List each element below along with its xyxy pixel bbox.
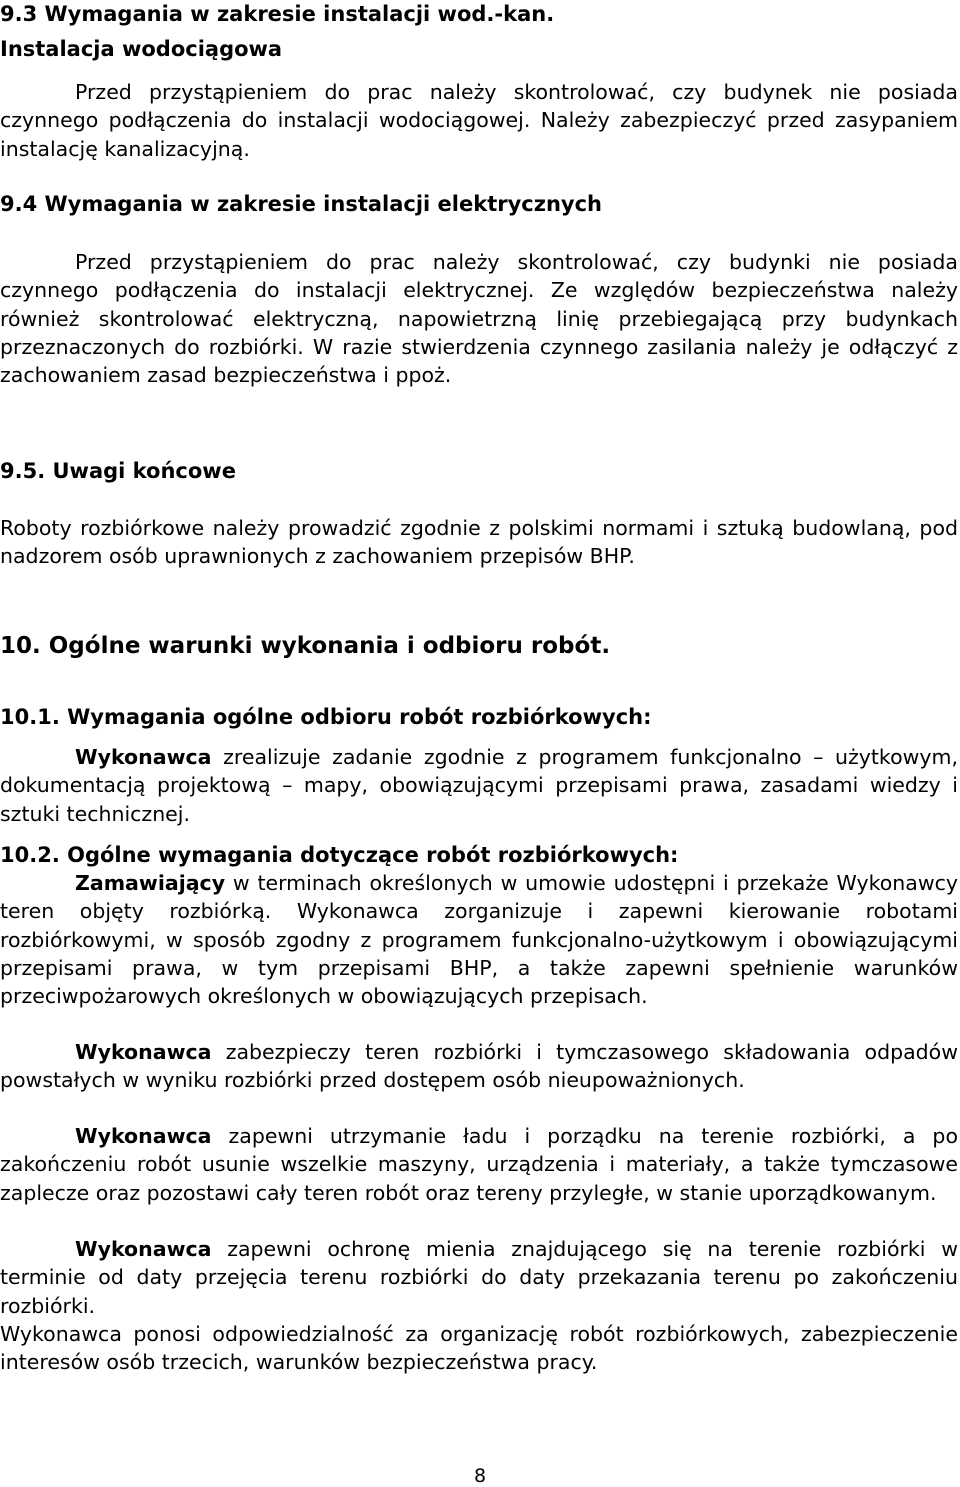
paragraph-10-2-e xyxy=(0,1320,958,1377)
paragraph-text: zabezpieczy teren rozbiórki i tymczasowego składowania odpadów powstałych w wyniku rozbiórki przed dostępem osób nieupoważnionych. xyxy=(0,1040,958,1093)
paragraph-text: Roboty rozbiórkowe należy prowadzić zgodnie z polskimi normami i sztuką budowlaną, pod nadzorem osób uprawnionych z zachowaniem przepisów BHP. xyxy=(0,516,958,569)
heading-9-4: 9.4 Wymagania w zakresie instalacji elektrycznych xyxy=(0,192,602,216)
paragraph-9-3 xyxy=(0,78,958,163)
subheading-water: Instalacja wodociągowa xyxy=(0,37,283,61)
lead-word: Wykonawca xyxy=(75,1040,212,1064)
lead-word: Wykonawca xyxy=(75,745,212,769)
lead-word: Wykonawca xyxy=(75,1237,212,1261)
paragraph-text: w terminach określonych w umowie udostępni i przekaże Wykonawcy teren objęty rozbiórką. Wykonawca zorganizuje i zapewni kierowanie robotami rozbiórkowymi, w sposób zgodny z programem funkcjonalno-użytkowym i obowiązującymi przepisami prawa, w tym przepisami BHP, a także zapewni spełnienie warunków przeciwpożarowych określonych w obowiązujących przepisach. xyxy=(0,871,958,1009)
paragraph-text: zapewni ochronę mienia znajdującego się na terenie rozbiórki w terminie od daty przejęcia terenu rozbiórki do daty przekazania terenu po zakończeniu rozbiórki. xyxy=(0,1237,958,1318)
lead-word: Wykonawca xyxy=(75,1124,212,1148)
paragraph-text: Przed przystąpieniem do prac należy skontrolować, czy budynki nie posiada czynnego podłączenia do instalacji elektrycznej. Ze względów bezpieczeństwa należy również skontrolować elektryczną, napowietrzną linię przebiegającą przy budynkach przeznaczonych do rozbiórki. W razie stwierdzenia czynnego zasilania należy je odłączyć z zachowaniem zasad bezpieczeństwa i ppoż. xyxy=(0,250,958,388)
paragraph-10-2-d xyxy=(0,1235,958,1320)
heading-10-1: 10.1. Wymagania ogólne odbioru robót rozbiórkowych: xyxy=(0,705,652,729)
paragraph-10-2-c xyxy=(0,1122,958,1207)
page-number: 8 xyxy=(473,1465,487,1487)
heading-10: 10. Ogólne warunki wykonania i odbioru robót. xyxy=(0,633,611,659)
lead-word: Zamawiający xyxy=(75,871,226,895)
paragraph-text: Przed przystąpieniem do prac należy skontrolować, czy budynek nie posiada czynnego podłączenia do instalacji wodociągowej. Należy zabezpieczyć przed zasypaniem instalację kanalizacyjną. xyxy=(0,80,958,161)
paragraph-text: Wykonawca ponosi odpowiedzialność za organizację robót rozbiórkowych, zabezpieczenie interesów osób trzecich, warunków bezpieczeństwa pracy. xyxy=(0,1322,958,1375)
paragraph-text: zapewni utrzymanie ładu i porządku na terenie rozbiórki, a po zakończeniu robót usunie wszelkie maszyny, urządzenia i materiały, a także tymczasowe zaplecze oraz pozostawi cały teren robót oraz tereny przyległe, w stanie uporządkowanym. xyxy=(0,1124,958,1205)
paragraph-9-4 xyxy=(0,248,958,389)
heading-9-3: 9.3 Wymagania w zakresie instalacji wod.-kan. xyxy=(0,2,555,26)
paragraph-10-2-a xyxy=(0,869,958,1010)
paragraph-10-2-b xyxy=(0,1038,958,1095)
paragraph-text: zrealizuje zadanie zgodnie z programem funkcjonalno – użytkowym, dokumentacją projektową – mapy, obowiązującymi przepisami prawa, zasadami wiedzy i sztuki technicznej. xyxy=(0,745,958,826)
paragraph-10-1 xyxy=(0,743,958,828)
paragraph-9-5 xyxy=(0,514,958,571)
heading-9-5: 9.5. Uwagi końcowe xyxy=(0,459,236,483)
heading-10-2: 10.2. Ogólne wymagania dotyczące robót rozbiórkowych: xyxy=(0,843,679,867)
